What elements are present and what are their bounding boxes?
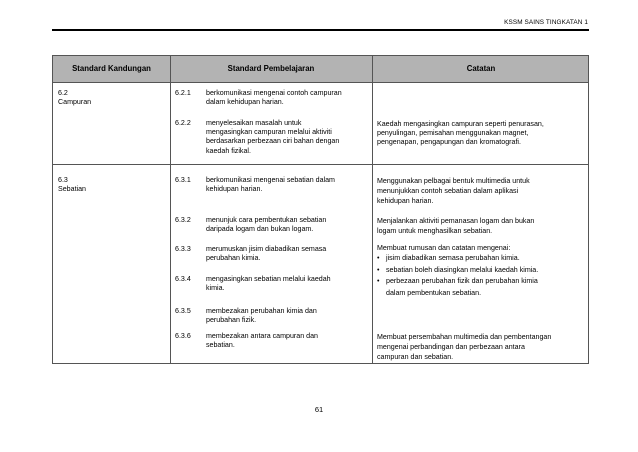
sp-number: 6.3.1: [175, 176, 191, 184]
sp-number: 6.3.5: [175, 307, 191, 315]
table-header-row: [53, 56, 588, 83]
sp-number: 6.3.4: [175, 275, 191, 283]
catatan-bullet-list: [377, 253, 538, 288]
bullet-item: • sebatian boleh diasingkan melalui kaedah kimia.: [377, 265, 538, 277]
header-standard-pembelajaran: Standard Pembelajaran: [227, 64, 315, 73]
sp-text: mengasingkan sebatian melalui kaedah kimia.: [206, 275, 331, 293]
sp-number: 6.2.2: [175, 119, 191, 127]
column-divider: [372, 56, 373, 363]
sp-number: 6.3.3: [175, 245, 191, 253]
catatan-text: Membuat persembahan multimedia dan pembentangan mengenai perbandingan dan perbezaan antara campuran dan sebatian.: [377, 333, 552, 361]
content-table: [52, 55, 589, 364]
sp-number: 6.3.6: [175, 332, 191, 340]
sp-text: menunjuk cara pembentukan sebatian daripada logam dan bukan logam.: [206, 216, 327, 234]
sk-code-6-2: 6.2: [58, 89, 68, 97]
sp-number: 6.3.2: [175, 216, 191, 224]
page-number: 61: [314, 405, 324, 414]
header-standard-kandungan: Standard Kandungan: [72, 64, 151, 73]
row-divider: [53, 164, 588, 165]
catatan-text: Menjalankan aktiviti pemanasan logam dan bukan logam untuk menghasilkan sebatian.: [377, 217, 535, 235]
bullet-continuation: dalam pembentukan sebatian.: [386, 288, 482, 297]
catatan-text: Menggunakan pelbagai bentuk multimedia untuk menunjukkan contoh sebatian dalam aplikasi kehidupan harian.: [377, 177, 530, 205]
sp-text: membezakan perubahan kimia dan perubahan fizik.: [206, 307, 317, 325]
bullet-item: • perbezaan perubahan fizik dan perubahan kimia: [377, 276, 538, 288]
sp-number: 6.2.1: [175, 89, 191, 97]
bullet-item: • jisim diabadikan semasa perubahan kimia.: [377, 253, 538, 265]
sk-title-sebatian: Sebatian: [58, 185, 87, 193]
sk-title-campuran: Campuran: [58, 98, 92, 106]
header-rule: [52, 29, 589, 31]
column-divider: [170, 56, 171, 363]
sp-text: membezakan antara campuran dan sebatian.: [206, 332, 318, 350]
sp-text: berkomunikasi mengenai contoh campuran dalam kehidupan harian.: [206, 89, 342, 107]
header-catatan: Catatan: [466, 64, 496, 73]
catatan-summary: [377, 244, 538, 299]
catatan-text: Kaedah mengasingkan campuran seperti penurasan, penyulingan, pemisahan menggunakan magnet, pengenapan, pengapungan dan kromatografi.: [377, 120, 544, 147]
sp-text: merumuskan jisim diabadikan semasa perubahan kimia.: [206, 245, 327, 263]
running-header: KSSM SAINS TINGKATAN 1: [504, 19, 588, 26]
catatan-summary-intro: Membuat rumusan dan catatan mengenai:: [377, 244, 511, 252]
sp-text: berkomunikasi mengenai sebatian dalam kehidupan harian.: [206, 176, 335, 194]
sk-code-6-3: 6.3: [58, 176, 68, 184]
sp-text: menyelesaikan masalah untuk mengasingkan campuran melalui aktiviti berdasarkan perbezaan ciri bahan dengan kaedah fizikal.: [206, 119, 340, 155]
